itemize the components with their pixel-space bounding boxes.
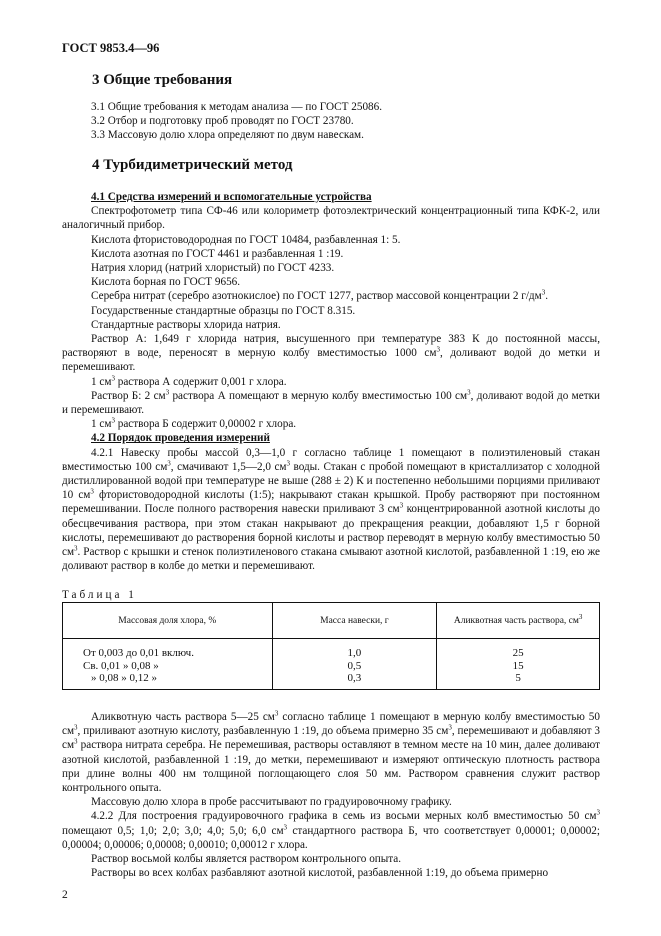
table-row xyxy=(63,639,600,690)
solution-a: Раствор А: 1,649 г хлорида натрия, высушенного при температуре 383 К до постоянной массы, растворяют в воде, переносят в мерную колбу вместимостью 1000 $см^3$, доливают водой до метки и перемешивают. xyxy=(62,333,600,374)
solution-b: Раствор Б: 2 $см^3$ раствора А помещают в мерную колбу вместимостью 100 $см^3$, доливают водой до метки и перемешивают. xyxy=(62,388,600,417)
standard-header: ГОСТ 9853.4—96 xyxy=(62,41,160,55)
post-table-body xyxy=(62,710,600,880)
sample-mass-cell: 1,0 0,5 0,3 xyxy=(272,639,437,690)
section-3-title: 3 Общие требования xyxy=(92,72,233,88)
subsection-4-2-title: 4.2 Порядок проведения измерений xyxy=(91,432,270,445)
aliquot-paragraph: Аликвотную часть раствора 5—25 $см^3$ согласно таблице 1 помещают в мерную колбу вместимостью 50 $см^3$, приливают азотную кислоту, разбавленную 1 :19, до объема примерно 35 $см^3$, перемешивают и добавляют 3 $см^3$ раствора нитрата серебра. Не перемешивая, растворы оставляют в темном месте на 10 мин, далее доливают азотной кислотой, разбавленной 1 :19, до метки, перемешивают и измеряют оптическую плотность раствора при длине волны 400 нм толщиной поглощающего слоя 50 мм. Раствором сравнения служит раствор контрольного опыта. xyxy=(62,709,600,795)
item-3-3: 3.3 Массовую долю хлора определяют по двум навескам. xyxy=(91,129,364,142)
header-sample-mass: Масса навески, г xyxy=(272,603,437,639)
aliquot-cell: 25 15 5 xyxy=(437,639,600,690)
eighth-flask-paragraph: Раствор восьмой колбы является раствором контрольного опыта. xyxy=(91,853,402,866)
item-3-2: 3.2 Отбор и подготовку проб проводят по ГОСТ 23780. xyxy=(91,115,354,128)
reagent-standard-solutions: Стандартные растворы хлорида натрия. xyxy=(91,318,281,331)
paragraph-4-2-2: 4.2.2 Для построения градуировочного графика в семь из восьми мерных колб вместимостью 50 $см^3$ помещают 0,5; 1,0; 2,0; 3,0; 4,0; 5,0; 6,0 $см^3$ стандартного раствора Б, что соответствует 0,00001; 0,00002; 0,00004; 0,00006; 0,00008; 0,00010; 0,00012 г хлора. xyxy=(62,808,600,851)
solution-a-content: 1 $см^3$ раствора А содержит 0,001 г хлора. xyxy=(91,373,287,388)
paragraph-4-2-1: 4.2.1 Навеску пробы массой 0,3—1,0 г согласно таблице 1 помещают в полиэтиленовый стакан вместимостью 100 $см^3$, смачивают 1,5—2,0 $см^3$ воды. Стакан с пробой помещают в кристаллизатор с холодной дистиллированной водой при температуре не выше (288 ± 2) К и постепенно небольшими порциями приливают 10 $см^3$ фтористоводородной кислоты (1:5); накрывают стакан крышкой. Пробу растворяют при постоянном перемешивании. После полного растворения навески приливают 3 $см^3$ концентрированной азотной кислоты до обесцвечивания раствора, при этом стакан накрывают до прекращения реакции, добавляют 1,5 г борной кислоты, перемешивают до растворения борной кислоты и раствор переводят в мерную колбу вместимостью 50 $см^3$. Раствор с крышки и стенок полиэтиленового стакана смывают азотной кислотой, разбавленной 1 :19, ею же доливают раствор в колбе до метки и перемешивают. xyxy=(62,446,601,573)
table-1 xyxy=(62,602,600,690)
reagent-hf: Кислота фтористоводородная по ГОСТ 10484, разбавленная 1: 5. xyxy=(91,233,401,246)
subsection-4-1-title: 4.1 Средства измерений и вспомогательные устройства xyxy=(91,191,372,203)
reagent-gso: Государственные стандартные образцы по ГОСТ 8.315. xyxy=(91,304,356,317)
section-4-title: 4 Турбидиметрический метод xyxy=(92,157,293,173)
item-3-1: 3.1 Общие требования к методам анализа — по ГОСТ 25086. xyxy=(91,101,383,113)
reagent-silver-nitrate: Серебра нитрат (серебро азотнокислое) по ГОСТ 1277, раствор массовой концентрации 2 $г/дм^3$. xyxy=(91,288,548,303)
section-3-items xyxy=(62,100,600,143)
section-4-body xyxy=(62,190,600,573)
header-aliquot: Аликвотная часть раствора, $см^3$ xyxy=(437,603,600,639)
solution-b-content: 1 $см^3$ раствора Б содержит 0,00002 г хлора. xyxy=(91,416,297,431)
page-number: 2 xyxy=(62,889,68,901)
mass-fraction-paragraph: Массовую долю хлора в пробе рассчитывают по градуировочному графику. xyxy=(91,796,452,809)
reagent-boric-acid: Кислота борная по ГОСТ 9656. xyxy=(91,276,241,289)
reagent-nitric-acid: Кислота азотная по ГОСТ 4461 и разбавленная 1 :19. xyxy=(91,247,344,260)
reagent-spectrophotometer: Спектрофотометр типа СФ-46 или колориметр фотоэлектрический концентрационный типа КФК-2, или аналогичный прибор. xyxy=(62,205,600,232)
reagent-nacl: Натрия хлорид (натрий хлористый) по ГОСТ 4233. xyxy=(91,262,335,275)
header-mass-fraction: Массовая доля хлора, % xyxy=(63,603,273,639)
mass-fraction-cell: От 0,003 до 0,01 включ. Св. 0,01 » 0,08 » » 0,08 » 0,12 » xyxy=(63,639,273,690)
dilute-paragraph: Растворы во всех колбах разбавляют азотной кислотой, разбавленной 1:19, до объема примерно xyxy=(91,867,549,880)
table-1-caption: Таблица 1 xyxy=(62,589,137,601)
table-header-row xyxy=(63,603,600,639)
